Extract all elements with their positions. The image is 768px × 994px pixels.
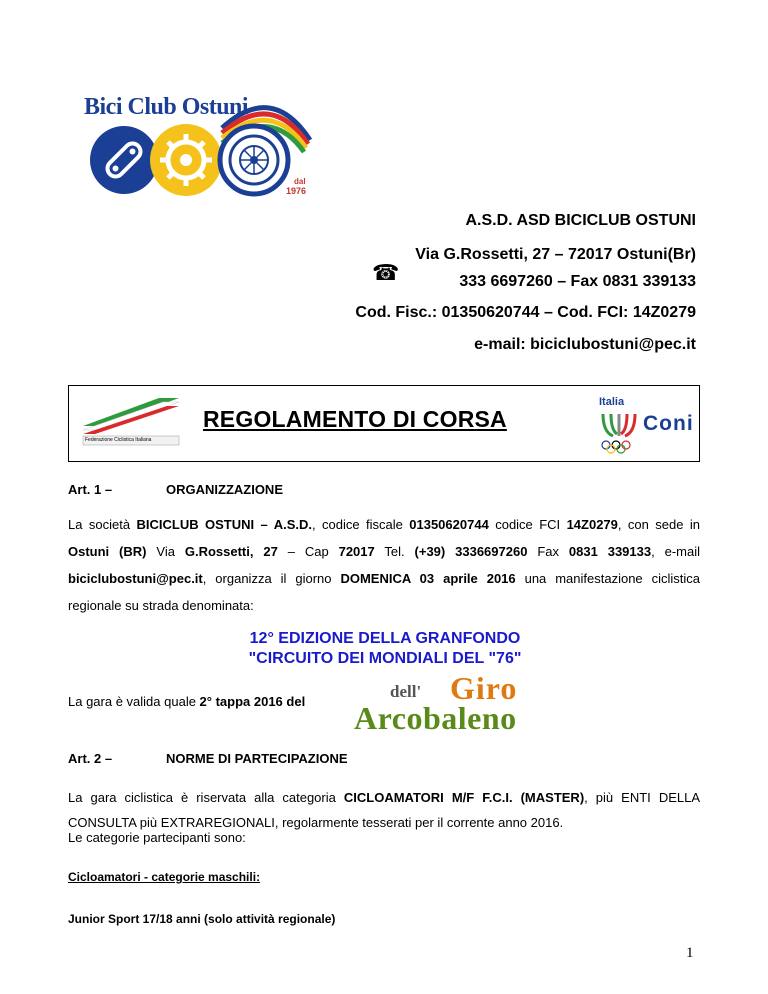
giro-logo-giro: Giro [450,670,518,706]
coni-logo-top: Italia [599,396,625,408]
coni-emblem [599,410,639,468]
org-codes: Cod. Fisc.: 01350620744 – Cod. FCI: 14Z0279 [355,304,696,321]
coni-logo [599,396,697,454]
club-logo-year: 1976 [286,186,307,196]
art1-number: Art. 1 – [68,482,113,497]
art2-number: Art. 2 – [68,751,113,766]
categories-intro: Le categorie partecipanti sono: [68,830,246,845]
art2-title: NORME DI PARTECIPAZIONE [166,751,348,766]
giro-logo [354,672,580,736]
title-banner [68,385,700,462]
giro-logo-arcobaleno: Arcobaleno [354,700,517,736]
giro-logo-dell: dell' [390,682,422,701]
male-categories-heading: Cicloamatori - categorie maschili: [68,870,261,884]
club-logo-text: Bici Club Ostuni [84,94,249,120]
coni-logo-word: Coni [643,412,694,435]
org-name: A.S.D. ASD BICICLUB OSTUNI [465,212,696,229]
giro-text: La gara è valida quale 2° tappa 2016 del [68,694,306,709]
junior-category: Junior Sport 17/18 anni (solo attività regionale) [68,912,336,926]
email-link[interactable]: biciclubostuni@pec.it [68,571,203,586]
club-logo [72,88,312,200]
club-logo-dal: dal [294,177,306,186]
page-number: 1 [686,945,694,961]
fci-logo-label: Federazione Ciclistica Italiana [85,437,152,443]
org-address: Via G.Rossetti, 27 – 72017 Ostuni(Br) [415,246,696,263]
phone-icon: ☎ [372,260,400,285]
org-phone: 333 6697260 – Fax 0831 339133 [459,273,696,290]
fci-logo [81,396,183,448]
org-email: e-mail: biciclubostuni@pec.it [474,336,696,353]
event-title-line2: "CIRCUITO DEI MONDIALI DEL "76" [248,650,522,667]
art2-paragraph: La gara ciclistica è riservata alla categoria CICLOAMATORI M/F F.C.I. (MASTER), più ENTI DELLA CONSULTA più EXTRAREGIONALI, regolarmente tesserati per il corrente anno 2016. [68,790,701,830]
art1-paragraph: La società BICICLUB OSTUNI – A.S.D., codice fiscale 01350620744 codice FCI 14Z0279, con sede in Ostuni (BR) Via G.Rossetti, 27 – Cap 72017 Tel. (+39) 3336697260 Fax 0831 339133, e-mail biciclubostuni@pec.it, organizza il giorno DOMENICA 03 aprile 2016 una manifestazione ciclistica regionale su strada denominata: [68,517,701,613]
art1-title: ORGANIZZAZIONE [166,482,283,497]
document-title: REGOLAMENTO DI CORSA [203,406,507,432]
event-title-line1: 12° EDIZIONE DELLA GRANFONDO [249,630,521,647]
